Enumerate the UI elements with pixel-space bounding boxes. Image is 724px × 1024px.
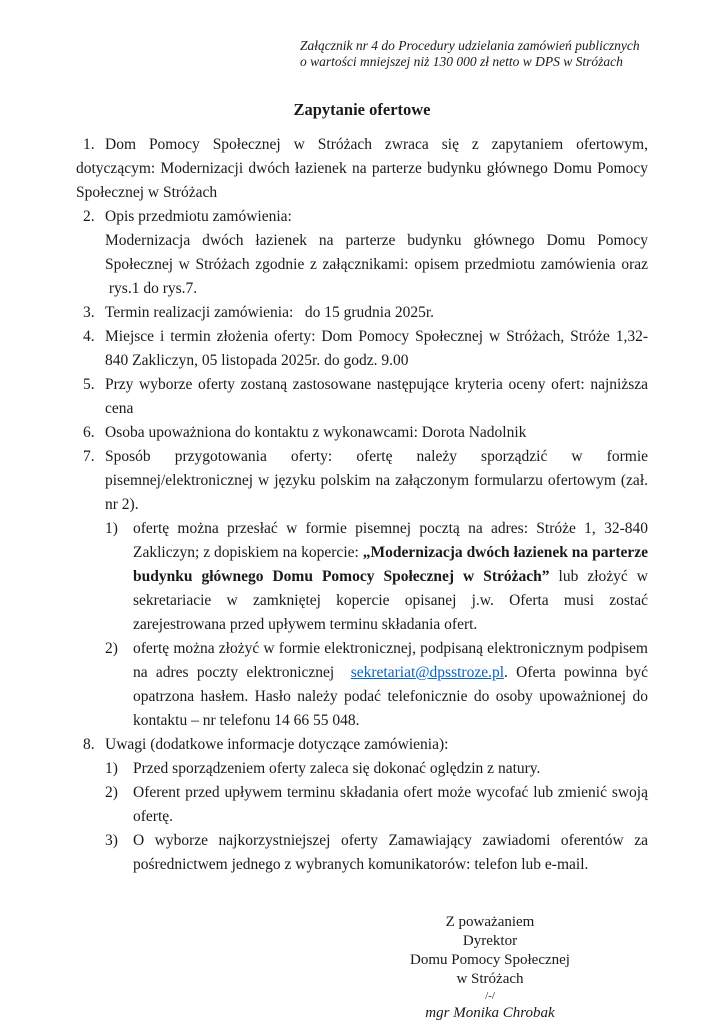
list-item-7-text: Sposób przygotowania oferty: ofertę należy sporządzić w formie pisemnej/elektronicznej w języku polskim na załączonym formularzu ofertowym (zał. nr 2). [105, 448, 648, 513]
envelope-inscription-bold: „Modernizacja dwóch łazienek na parterze budynku głównego Domu Pomocy Społecznej w Stróżach” [133, 544, 649, 585]
list-item-8-sub-1-text: Przed sporządzeniem oferty zaleca się dokonać oględzin z natury. [133, 760, 541, 777]
list-item-4-number: 4. [83, 328, 95, 345]
document-title: Zapytanie ofertowe [293, 100, 431, 119]
list-item-2-label: Opis przedmiotu zamówienia: [105, 208, 292, 225]
list-item-5-number: 5. [83, 376, 95, 393]
signature-role-line1: Dyrektor [462, 933, 518, 949]
list-item-7-sub-1-text-after: lub złożyć w sekretariacie w zamkniętej kopercie opisanej j.w. Oferta musi zostać zarejestrowana przed upływem terminu składania ofert. [133, 568, 648, 633]
document-body [76, 133, 648, 877]
list-item-7-sub-2-text-before: ofertę można złożyć w formie elektronicznej, podpisaną elektronicznym podpisem na adres poczty elektronicznej [133, 640, 648, 681]
list-item-8-sub-2 [105, 781, 648, 829]
list-item-2-body: Modernizacja dwóch łazienek na parterze budynku głównego Domu Pomocy Społecznej w Stróżach zgodnie z załącznikami: opisem przedmiotu zamówienia oraz rys.1 do rys.7. [105, 232, 648, 297]
list-item-3 [83, 301, 648, 325]
list-item-8-sub-1 [105, 757, 648, 781]
list-item-7-sub-2 [105, 637, 648, 733]
signature-mark: /-/ [485, 990, 495, 1002]
list-item-5 [83, 373, 648, 421]
list-item-8-sub-3 [105, 829, 648, 877]
list-item-8-sub-3-number: 3) [105, 832, 118, 849]
list-item-7-sub-1-number: 1) [105, 520, 118, 537]
signature-role-line3: w Stróżach [456, 971, 524, 987]
list-item-1-number: 1. [83, 136, 95, 153]
list-item-7-number: 7. [83, 448, 95, 465]
list-item-5-text: Przy wyborze oferty zostaną zastosowane następujące kryteria oceny ofert: najniższa cena [105, 376, 648, 417]
list-item-2-number: 2. [83, 208, 95, 225]
list-item-8 [83, 733, 648, 757]
list-item-2 [83, 205, 648, 229]
signature-name: mgr Monika Chrobak [425, 1005, 555, 1021]
list-item-8-sub-2-number: 2) [105, 784, 118, 801]
list-item-6-text: Osoba upoważniona do kontaktu z wykonawcami: Dorota Nadolnik [105, 424, 527, 441]
email-link[interactable]: sekretariat@dpsstroze.pl [350, 664, 505, 681]
list-item-7-sub-1-text-before: ofertę można przesłać w formie pisemnej pocztą na adres: Stróże 1, 32-840 Zakliczyn; z dopiskiem na kopercie: [133, 520, 648, 561]
list-item-3-text: Termin realizacji zamówienia: do 15 grudnia 2025r. [105, 304, 435, 321]
list-item-8-sub-3-text: O wyborze najkorzystniejszej oferty Zamawiający zawiadomi oferentów za pośrednictwem jednego z wybranych komunikatorów: telefon lub e-mail. [133, 832, 648, 873]
signature-closing: Z poważaniem [445, 914, 535, 930]
signature-block [340, 913, 640, 1023]
list-item-6-number: 6. [83, 424, 95, 441]
list-item-1-text: Dom Pomocy Społecznej w Stróżach zwraca się z zapytaniem ofertowym, dotyczącym: Modernizacji dwóch łazienek na parterze budynku głównego Domu Pomocy Społecznej w Stróżach [76, 136, 648, 201]
list-item-8-sub-2-text: Oferent przed upływem terminu składania ofert może wycofać lub zmienić swoją ofertę. [133, 784, 648, 825]
list-item-4 [83, 325, 648, 373]
list-item-8-label: Uwagi (dodatkowe informacje dotyczące zamówienia): [105, 736, 449, 753]
list-item-7-sub-2-number: 2) [105, 640, 118, 657]
attachment-note [300, 38, 648, 70]
list-item-7-sub-2-text-after: . Oferta powinna być opatrzona hasłem. Hasło należy podać telefonicznie do osoby upoważnionej do kontaktu – nr telefonu 14 66 55 048. [133, 664, 648, 729]
list-item-3-number: 3. [83, 304, 95, 321]
list-item-8-sub-1-number: 1) [105, 760, 118, 777]
attachment-note-line2: o wartości mniejszej niż 130 000 zł netto w DPS w Stróżach [300, 54, 623, 69]
list-item-7 [83, 445, 648, 517]
list-item-4-text: Miejsce i termin złożenia oferty: Dom Pomocy Społecznej w Stróżach, Stróże 1,32-840 Zakliczyn, 05 listopada 2025r. do godz. 9.00 [105, 328, 648, 369]
signature-role-line2: Domu Pomocy Społecznej [410, 952, 570, 968]
list-item-1 [76, 133, 648, 205]
list-item-7-sub-1 [105, 517, 648, 637]
list-item-6 [83, 421, 648, 445]
list-item-8-number: 8. [83, 736, 95, 753]
attachment-note-line1: Załącznik nr 4 do Procedury udzielania zamówień publicznych [300, 38, 640, 53]
